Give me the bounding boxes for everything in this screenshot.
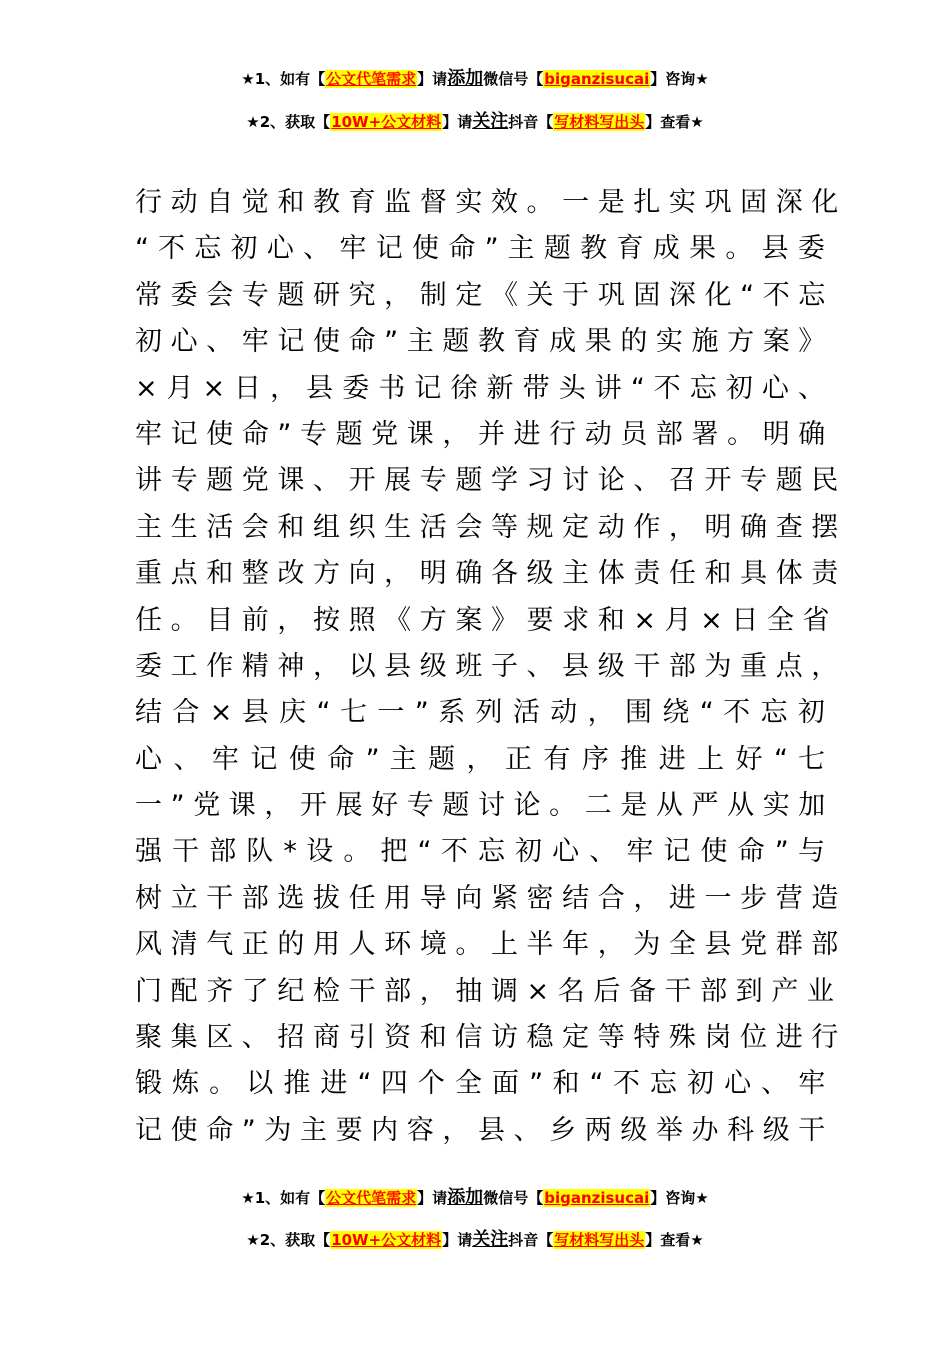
body-line: 心 、 牢 记 使 命 ” 主 题 ， 正 有 序 推 进 上 好 “ 七 — [135, 743, 826, 775]
body-line: × 月 × 日 ， 县 委 书 记 徐 新 带 头 讲 “ 不 忘 初 心 、 — [135, 372, 825, 404]
banner-prefix: ★1、如有【 — [241, 70, 326, 88]
banner-text: 抖音【 — [508, 113, 554, 131]
body-line: 重 点 和 整 改 方 向 ， 明 确 各 级 主 体 责 任 和 具 体 责 — [135, 558, 839, 590]
banner-highlight-service: 公文代笔需求 — [326, 70, 417, 88]
banner-emphasis: 关注 — [472, 111, 509, 132]
body-line: 委 工 作 精 神 ， 以 县 级 班 子 、 县 级 干 部 为 重 点 ， — [135, 650, 839, 682]
body-line: 牢 记 使 命 ” 专 题 党 课 ， 并 进 行 动 员 部 署 。 明 确 — [135, 418, 826, 450]
body-line: 常 委 会 专 题 研 究 ， 制 定 《 关 于 巩 固 深 化 “ 不 忘 — [135, 279, 826, 311]
banner-prefix: ★2、获取【 — [246, 113, 331, 131]
body-line: 初 心 、 牢 记 使 命 ” 主 题 教 育 成 果 的 实 施 方 案 》 — [135, 326, 826, 358]
banner-text: 微信号【 — [483, 70, 544, 88]
body-line: 树 立 干 部 选 拔 任 用 导 向 紧 密 结 合 ， 进 一 步 营 造 — [135, 882, 839, 914]
banner-text: 】请 — [417, 1189, 448, 1207]
body-line: 锻 炼 。 以 推 进 “ 四 个 全 面 ” 和 “ 不 忘 初 心 、 牢 — [135, 1068, 826, 1100]
banner-text: 】请 — [442, 1231, 473, 1249]
body-line: 强 干 部 队 * 设 。 把 “ 不 忘 初 心 、 牢 记 使 命 ” 与 — [135, 836, 826, 868]
banner-suffix: 】查看★ — [645, 113, 704, 131]
footer-banner-line-1 — [0, 1186, 950, 1210]
body-line: “ 不 忘 初 心 、 牢 记 使 命 ” 主 题 教 育 成 果 。 县 委 — [135, 233, 825, 265]
body-line: 结 合 × 县 庆 “ 七 一 ” 系 列 活 动 ， 围 绕 “ 不 忘 初 — [135, 697, 825, 729]
header-banner-line-1 — [0, 67, 950, 91]
banner-emphasis: 添加 — [447, 1187, 484, 1208]
banner-text: 微信号【 — [483, 1189, 544, 1207]
body-line: 记 使 命 ” 为 主 要 内 容 ， 县 、 乡 两 级 举 办 科 级 干 — [135, 1114, 826, 1146]
banner-highlight-channel: 写材料写出头 — [554, 1231, 645, 1249]
document-body — [135, 180, 839, 1154]
footer-banner-line-2 — [0, 1228, 950, 1252]
banner-text: 】请 — [442, 113, 473, 131]
banner-text: 】请 — [417, 70, 448, 88]
banner-suffix: 】咨询★ — [650, 70, 709, 88]
body-line: 门 配 齐 了 纪 检 干 部 ， 抽 调 × 名 后 备 干 部 到 产 业 — [135, 975, 834, 1007]
body-line: 行 动 自 觉 和 教 育 监 督 实 效 。 一 是 扎 实 巩 固 深 化 — [135, 187, 839, 218]
body-line: 聚 集 区 、 招 商 引 资 和 信 访 稳 定 等 特 殊 岗 位 进 行 — [135, 1022, 839, 1054]
body-line: 任 。 目 前 ， 按 照 《 方 案 》 要 求 和 × 月 × 日 全 省 — [135, 604, 830, 636]
banner-suffix: 】查看★ — [645, 1231, 704, 1249]
banner-emphasis: 添加 — [447, 68, 484, 89]
banner-highlight-channel: 写材料写出头 — [554, 113, 645, 131]
banner-highlight-account: biganzisucai — [544, 70, 650, 88]
banner-highlight-materials: 10W+公文材料 — [331, 1231, 442, 1249]
body-line: 讲 专 题 党 课 、 开 展 专 题 学 习 讨 论 、 召 开 专 题 民 — [135, 465, 839, 497]
banner-prefix: ★1、如有【 — [241, 1189, 326, 1207]
banner-emphasis: 关注 — [472, 1229, 509, 1250]
header-banner-line-2 — [0, 110, 950, 134]
body-line: 主 生 活 会 和 组 织 生 活 会 等 规 定 动 作 ， 明 确 查 摆 — [135, 511, 839, 543]
body-line: 一 ” 党 课 ， 开 展 好 专 题 讨 论 。 二 是 从 严 从 实 加 — [135, 790, 826, 822]
banner-highlight-account: biganzisucai — [544, 1189, 650, 1207]
banner-suffix: 】咨询★ — [650, 1189, 709, 1207]
banner-text: 抖音【 — [508, 1231, 554, 1249]
banner-prefix: ★2、获取【 — [246, 1231, 331, 1249]
banner-highlight-service: 公文代笔需求 — [326, 1189, 417, 1207]
banner-highlight-materials: 10W+公文材料 — [331, 113, 442, 131]
body-line: 风 清 气 正 的 用 人 环 境 。 上 半 年 ， 为 全 县 党 群 部 — [135, 929, 839, 961]
